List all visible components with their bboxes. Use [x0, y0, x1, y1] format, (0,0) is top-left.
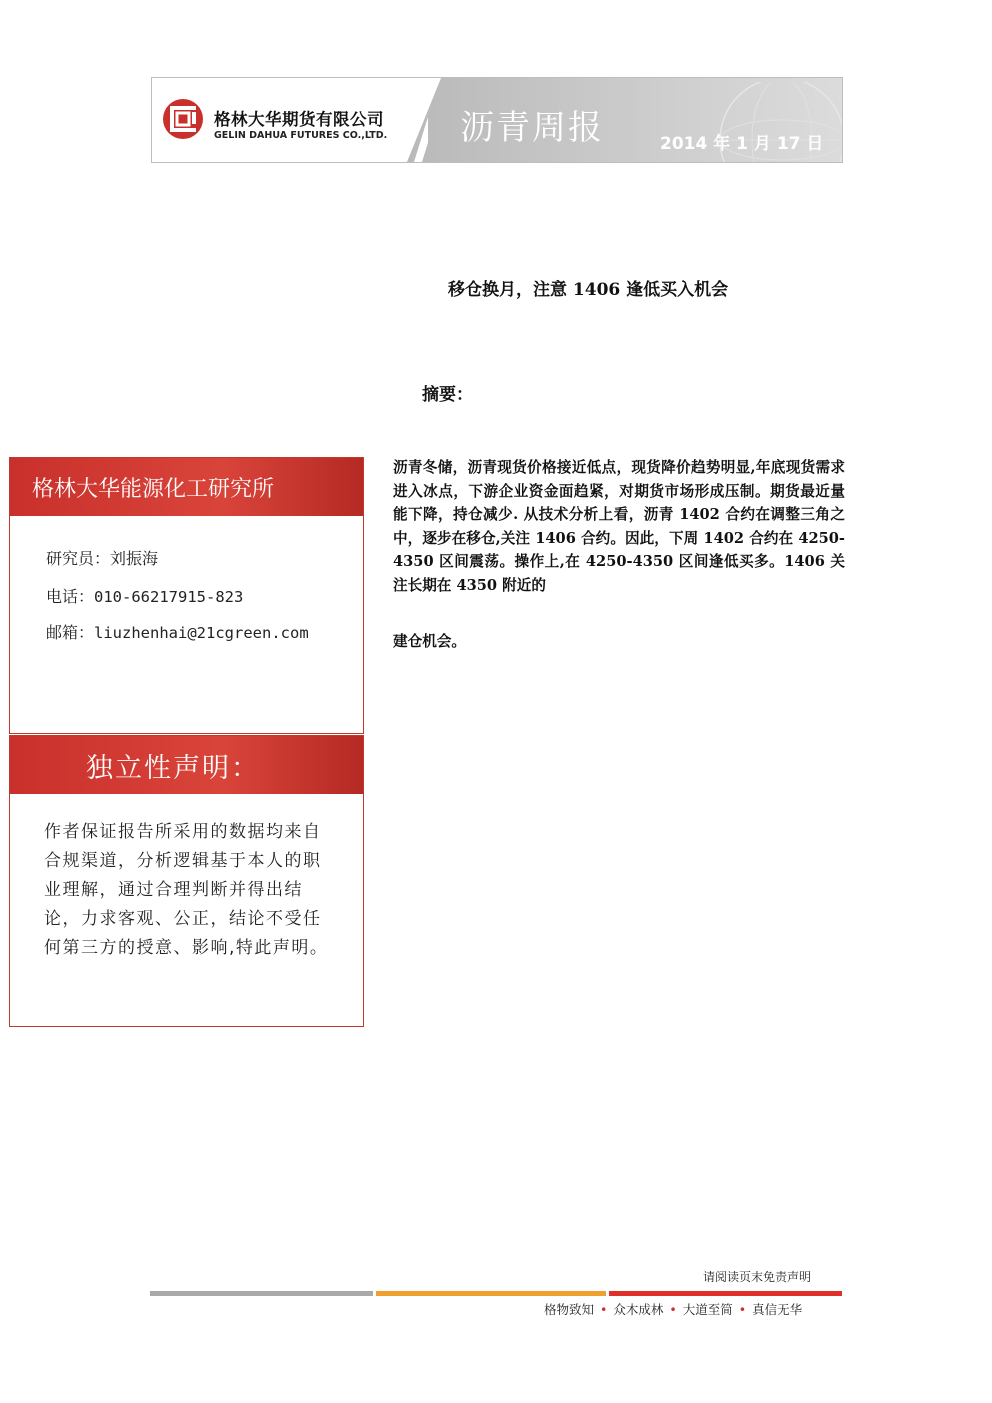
email-label: 邮箱： [46, 623, 95, 642]
footer-color-bars [150, 1291, 842, 1296]
disclaimer-note: 请阅读页末免责声明 [703, 1270, 812, 1284]
report-title: 移仓换月，注意 1406 逢低买入机会 [448, 280, 729, 300]
footer-bar-gray [150, 1291, 373, 1296]
phone-label: 电话： [46, 587, 95, 606]
phone-line [46, 584, 243, 607]
summary-body: 沥青冬储，沥青现货价格接近低点，现货降价趋势明显,年底现货需求进入冰点，下游企业资金面趋紧，对期货市场形成压制。期货最近量能下降，持仓减少. 从技术分析上看，沥青 1402 合约在调整三角之中，逐步在移仓,关注 1406 合约。因此，下周 1402 合约在 4250-4350 区间震荡。操作上,在 4250-4350 区间逢低买多。1406 关注长期在 4350 附近的 [393, 459, 845, 594]
report-type-title: 沥青周报 [460, 108, 604, 148]
email-address[interactable]: liuzhenhai@21cgreen.com [94, 624, 309, 642]
summary-heading: 摘要： [422, 385, 473, 405]
company-logo-icon [162, 98, 204, 140]
logo-area [152, 78, 422, 162]
company-name-cn: 格林大华期货有限公司 [214, 110, 384, 129]
analyst-label: 研究员： [46, 549, 111, 568]
statement-panel-heading: 独立性声明： [10, 736, 363, 794]
slogan: 真信无华 [752, 1302, 803, 1317]
bullet-icon: • [600, 1302, 608, 1317]
report-date: 2014 年 1 月 17 日 [660, 134, 824, 154]
email-line [46, 620, 309, 643]
company-name-en: GELIN DAHUA FUTURES CO.,LTD. [214, 130, 388, 141]
analyst-name: 刘振海 [110, 549, 159, 568]
footer-slogans [544, 1300, 802, 1318]
footer-bar-red [609, 1291, 842, 1296]
statement-panel [9, 735, 364, 1027]
slogan: 大道至简 [682, 1302, 733, 1317]
slogan: 众木成林 [613, 1302, 664, 1317]
footer-bar-orange [376, 1291, 606, 1296]
statement-text: 作者保证报告所采用的数据均来自合规渠道，分析逻辑基于本人的职业理解，通过合理判断并得出结论，力求客观、公正，结论不受任何第三方的授意、影响,特此声明。 [44, 822, 329, 958]
bullet-icon: • [669, 1302, 677, 1317]
research-panel-heading: 格林大华能源化工研究所 [10, 458, 363, 516]
phone-number: 010-66217915-823 [94, 588, 244, 606]
analyst-line [46, 546, 158, 569]
bullet-icon: • [738, 1302, 747, 1317]
summary-tail: 建仓机会。 [393, 633, 466, 650]
research-panel [9, 457, 364, 734]
slogan: 格物致知 [544, 1302, 595, 1317]
report-header [151, 77, 843, 163]
